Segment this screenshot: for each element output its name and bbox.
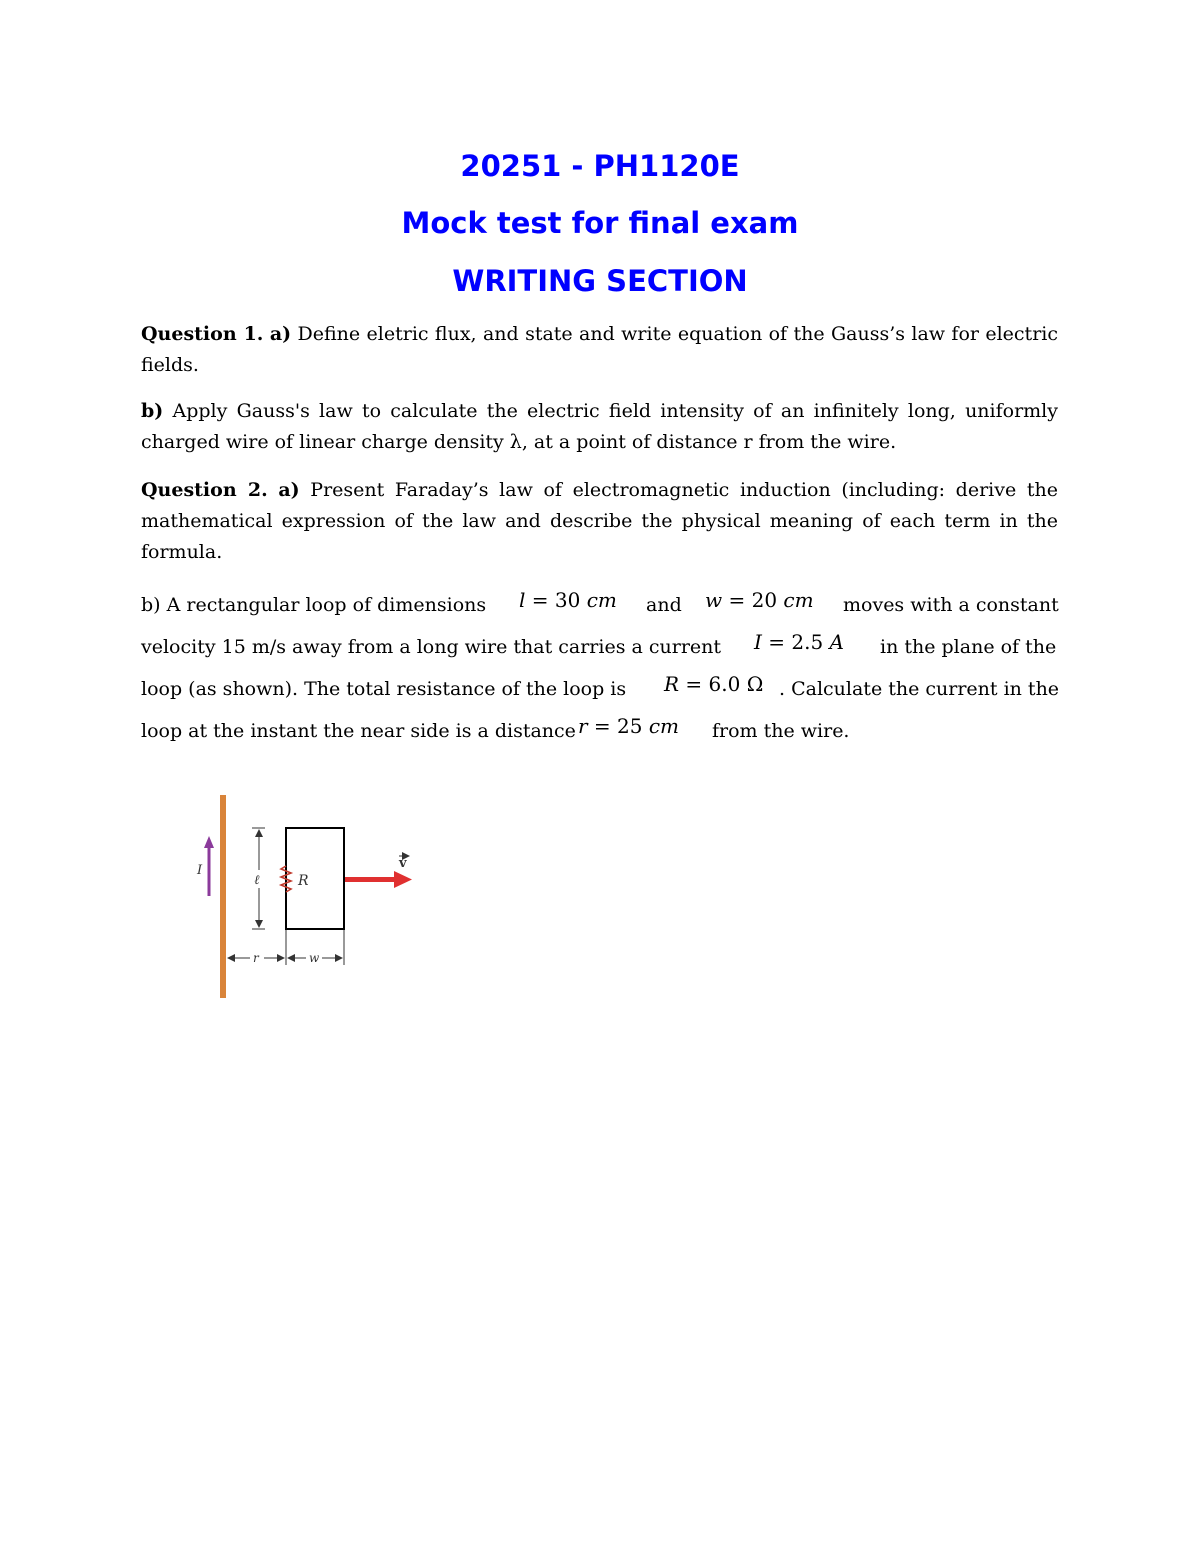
loop-wire-figure <box>190 790 430 1005</box>
length-label: ℓ <box>254 873 260 888</box>
question-2b-text-2: and <box>646 594 682 616</box>
velocity-label: v <box>399 856 407 871</box>
resistor-label: R <box>298 873 309 889</box>
question-2b-text-6: loop (as shown). The total resistance of the loop is <box>141 678 627 700</box>
question-2b-text-3: moves with a constant <box>843 594 1059 616</box>
equation-width: w = 20 cm <box>705 588 814 612</box>
question-2b-text-4: velocity 15 m/s away from a long wire that carries a current <box>141 636 722 658</box>
question-2-label: Question 2. <box>141 479 268 501</box>
question-2b-line-2 <box>141 630 1058 678</box>
equation-length: l = 30 cm <box>519 588 617 612</box>
question-1-label: Question 1. <box>141 323 264 345</box>
current-label: I <box>197 863 203 878</box>
figure-svg <box>190 790 430 1005</box>
question-1b-text: Apply Gauss's law to calculate the electric field intensity of an infinitely long, uniformly charged wire of linear charge density λ, at a point of distance r from the wire. <box>141 400 1058 453</box>
question-1a-text: Define eletric flux, and state and write equation of the Gauss’s law for electric fields. <box>141 323 1058 376</box>
question-1a-label: a) <box>269 323 292 345</box>
velocity-arrow-head <box>394 871 412 888</box>
distance-label: r <box>253 951 259 965</box>
course-code: 20251 - PH1120E <box>460 149 740 183</box>
question-1a <box>141 319 1058 381</box>
rectangular-loop <box>286 828 344 929</box>
equation-resistance: R = 6.0 Ω <box>664 672 764 696</box>
question-2b-text-1: b) A rectangular loop of dimensions <box>141 594 487 616</box>
question-2b-line-4 <box>141 714 1058 762</box>
question-2a-label: a) <box>278 479 300 501</box>
question-2b-line-1 <box>141 588 1059 636</box>
question-1b-label: b) <box>141 400 164 422</box>
section-title: WRITING SECTION <box>452 264 748 298</box>
long-wire <box>220 795 226 998</box>
current-arrow-head <box>204 836 214 848</box>
question-2b-text-8: loop at the instant the near side is a distance <box>141 720 576 742</box>
question-2b-text-7: . Calculate the current in the <box>779 678 1060 700</box>
question-1b <box>141 396 1058 458</box>
question-2a <box>141 475 1058 568</box>
equation-current: I = 2.5 A <box>754 630 844 654</box>
width-label: w <box>309 951 320 965</box>
velocity-arrow-shaft <box>345 877 397 882</box>
question-2a-text: Present Faraday’s law of electromagnetic induction (including: derive the mathematical expression of the law and describe the physical meaning of each term in the formula. <box>141 479 1058 563</box>
equation-distance: r = 25 cm <box>578 714 680 738</box>
document-title: Mock test for final exam <box>401 206 799 240</box>
question-2b-text-5: in the plane of the <box>880 636 1057 658</box>
question-2b-text-9: from the wire. <box>712 720 850 742</box>
